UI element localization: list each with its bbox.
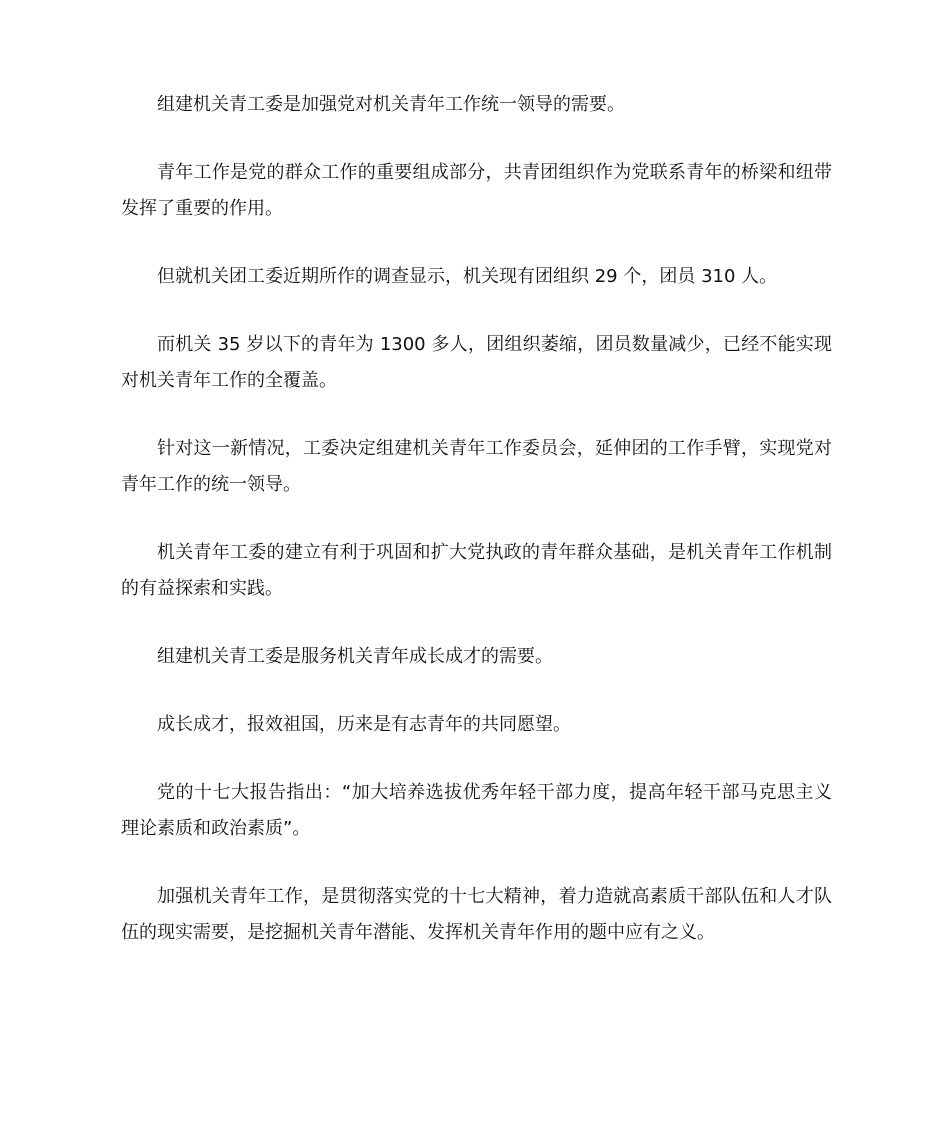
paragraph: 机关青年工委的建立有利于巩固和扩大党执政的青年群众基础，是机关青年工作机制的有益探索和实践。 (121, 542, 832, 599)
paragraph: 组建机关青工委是服务机关青年成长成才的需要。 (157, 646, 553, 667)
paragraph: 组建机关青工委是加强党对机关青年工作统一领导的需要。 (157, 94, 625, 115)
paragraph: 而机关 35 岁以下的青年为 1300 多人，团组织萎缩，团员数量减少，已经不能实现对机关青年工作的全覆盖。 (121, 334, 832, 391)
paragraph: 加强机关青年工作，是贯彻落实党的十七大精神，着力造就高素质干部队伍和人才队伍的现实需要，是挖掘机关青年潜能、发挥机关青年作用的题中应有之义。 (121, 886, 832, 943)
paragraph: 青年工作是党的群众工作的重要组成部分，共青团组织作为党联系青年的桥梁和纽带发挥了重要的作用。 (121, 162, 832, 219)
paragraph: 党的十七大报告指出：“加大培养选拔优秀年轻干部力度，提高年轻干部马克思主义理论素质和政治素质”。 (121, 782, 832, 839)
paragraph: 但就机关团工委近期所作的调查显示，机关现有团组织 29 个，团员 310 人。 (157, 266, 778, 287)
paragraph: 针对这一新情况，工委决定组建机关青年工作委员会，延伸团的工作手臂，实现党对青年工作的统一领导。 (121, 438, 832, 495)
document-body (121, 87, 832, 983)
paragraph: 成长成才，报效祖国，历来是有志青年的共同愿望。 (157, 714, 571, 735)
